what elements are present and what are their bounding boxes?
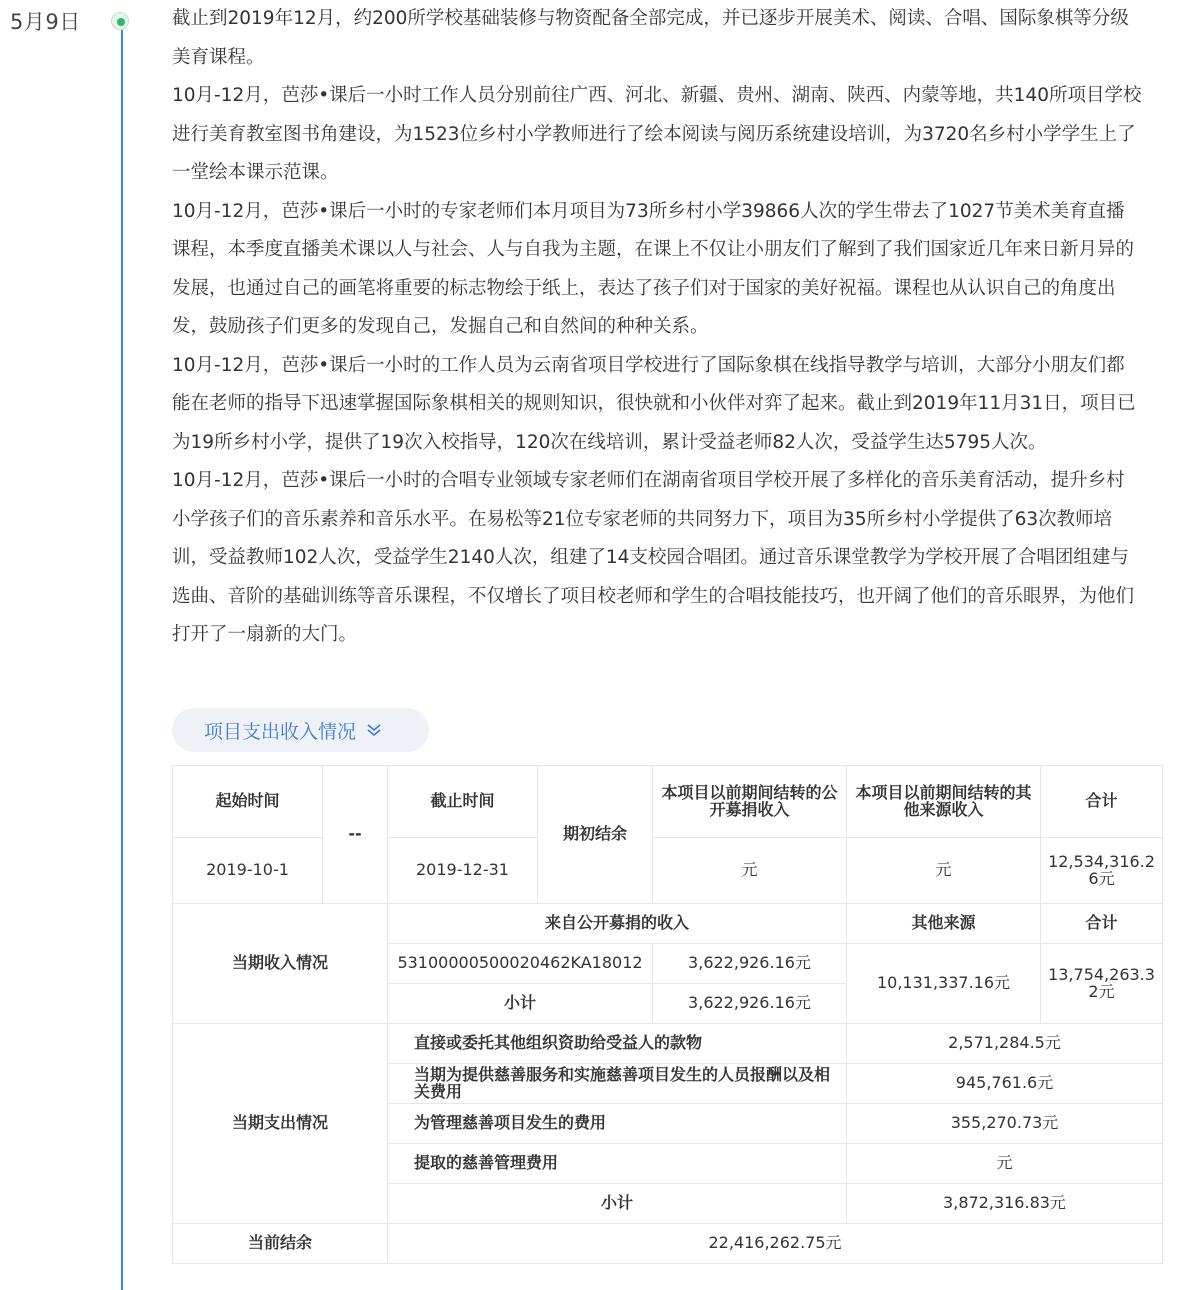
finance-toggle-button[interactable] [172,708,429,752]
timeline-line [121,30,123,1290]
income-total-header: 合计 [1041,904,1163,944]
expense-item-label: 为管理慈善项目发生的费用 [388,1104,847,1144]
income-subtotal-amount: 3,622,926.16元 [653,984,847,1024]
finance-table [172,765,1163,1264]
period-total-value: 12,534,316.26元 [1041,838,1163,904]
start-time-value: 2019-10-1 [173,838,323,904]
other-prev-value: 元 [847,838,1041,904]
period-dash: -- [323,766,388,904]
finance-toggle-label: 项目支出收入情况 [204,720,357,743]
end-time-value: 2019-12-31 [388,838,538,904]
other-income-header: 其他来源 [847,904,1041,944]
income-total-amount: 13,754,263.32元 [1041,944,1163,1024]
update-paragraph: 10月-12月，芭莎•课后一小时的合唱专业领域专家老师们在湖南省项目学校开展了多样化的音乐美育活动，提升乡村小学孩子们的音乐素养和音乐水平。在易松等21位专家老师的共同努力下，项目为35所乡村小学提供了63次教师培训，受益教师102人次，受益学生2140人次，组建了14支校园合唱团。通过音乐课堂教学为学校开展了合唱团组建与选曲、音阶的基础训练等音乐课程，不仅增长了项目校老师和学生的合唱技能技巧，也开阔了他们的音乐眼界，为他们打开了一扇新的大门。 [172,470,1135,645]
update-paragraph: 10月-12月，芭莎•课后一小时工作人员分别前往广西、河北、新疆、贵州、湖南、陕西、内蒙等地，共140所项目学校进行美育教室图书角建设，为1523位乡村小学教师进行了绘本阅读与阅历系统建设培训，为3720名乡村小学学生上了一堂绘本课示范课。 [172,85,1142,183]
end-time-header: 截止时间 [388,766,538,838]
update-paragraph: 截止到2019年12月，约200所学校基础装修与物资配备全部完成，并已逐步开展美术、阅读、合唱、国际象棋等分级美育课程。 [172,8,1129,68]
expense-item-amount: 355,270.73元 [847,1104,1163,1144]
income-section-label: 当期收入情况 [173,904,388,1024]
expense-item-amount: 945,761.6元 [847,1064,1163,1104]
current-balance-amount: 22,416,262.75元 [388,1224,1163,1264]
expense-subtotal-label: 小计 [388,1184,847,1224]
expense-item-label: 当期为提供慈善服务和实施慈善项目发生的人员报酬以及相关费用 [388,1064,847,1104]
public-income-header: 来自公开募捐的收入 [388,904,847,944]
expense-item-label: 直接或委托其他组织资助给受益人的款物 [388,1024,847,1064]
public-prev-header: 本项目以前期间结转的公开募捐收入 [653,766,847,838]
opening-balance-header: 期初结余 [538,766,653,904]
other-prev-header: 本项目以前期间结转的其他来源收入 [847,766,1041,838]
expense-section-label: 当期支出情况 [173,1024,388,1224]
income-record-id: 53100000500020462KA18012 [388,944,653,984]
income-subtotal-label: 小计 [388,984,653,1024]
total-header: 合计 [1041,766,1163,838]
income-record-amount: 3,622,926.16元 [653,944,847,984]
expense-subtotal-amount: 3,872,316.83元 [847,1184,1163,1224]
start-time-header: 起始时间 [173,766,323,838]
other-income-amount: 10,131,337.16元 [847,944,1041,1024]
expense-item-amount: 2,571,284.5元 [847,1024,1163,1064]
expense-item-amount: 元 [847,1144,1163,1184]
expense-item-label: 提取的慈善管理费用 [388,1144,847,1184]
update-content [172,0,1142,655]
current-balance-label: 当前结余 [173,1224,388,1264]
timeline-dot-icon [111,12,129,30]
update-paragraph: 10月-12月，芭莎•课后一小时的专家老师们本月项目为73所乡村小学39866人次的学生带去了1027节美术美育直播课程，本季度直播美术课以人与社会、人与自我为主题，在课上不仅让小朋友们了解到了我们国家近几年来日新月异的发展，也通过自己的画笔将重要的标志物绘于纸上，表达了孩子们对于国家的美好祝福。课程也从认识自己的角度出发，鼓励孩子们更多的发现自己，发掘自己和自然间的种种关系。 [172,200,1135,337]
chevron-double-down-icon [366,722,382,738]
public-prev-value: 元 [653,838,847,904]
update-paragraph: 10月-12月，芭莎•课后一小时的工作人员为云南省项目学校进行了国际象棋在线指导教学与培训，大部分小朋友们都能在老师的指导下迅速掌握国际象棋相关的规则知识，很快就和小伙伴对弈了起来。截止到2019年11月31日，项目已为19所乡村小学，提供了19次入校指导，120次在线培训，累计受益老师82人次，受益学生达5795人次。 [172,354,1136,453]
timeline-date: 5月9日 [10,10,81,34]
